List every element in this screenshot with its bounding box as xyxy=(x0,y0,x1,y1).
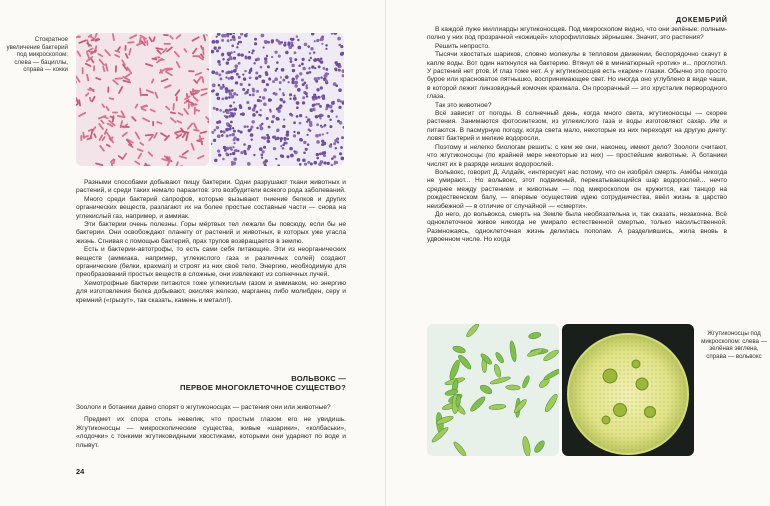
section-text xyxy=(76,404,346,450)
bacilli-photo xyxy=(76,33,209,166)
left-main-text xyxy=(76,179,346,305)
paragraph: Поэтому и нелегко биологам решить: с кем же они, наконец, имеют дело? Зоологи считают, что жгутиконосцы (по крайней мере некоторые из них) — простейшие животные. А ботаники числят их в разряде низших водорослей. xyxy=(427,143,727,168)
paragraph: Решить непросто. xyxy=(435,42,490,50)
paragraph: Много среди бактерий сапрофов, которые вызывают гниение белков и других органических веществ, разлагают их на более простые составные части — снова на углекислый газ, например, и аммиак. xyxy=(76,195,346,220)
right-page xyxy=(385,0,770,506)
flagellates-caption: Жгутиконосцы под микроскопом: слева — зелёная эвглена, справа — вольвокс xyxy=(701,330,767,360)
paragraph: Тысячи хвостатых шариков, словно молекулы в тепловом движении, беспорядочно скачут в капле воды. Вот один наткнулся на бактерию. Втянул её в миниатюрный «ротик» и... проглотил. У растений нет ртов. И глаз тоже нет. А у жгутиконосцев есть «карие» глазки. Обычно это просто бурое или красноватое пятнышко, воспринимающее свет. Но иногда оно углублено в виде чаши, в которой лежит линзовидный комочек крахмала. Он прозрачный — это хрусталик первородного глаза. xyxy=(427,51,727,101)
paragraph: Хемотрофные бактерии питаются тоже углекислым газом и аммиаком, но энергию для изготовления белка добывают, окисляя железо, марганец либо молибден, серу и кремний («грызут», так сказать, камень и металл!). xyxy=(76,279,346,304)
cocci-photo xyxy=(211,33,344,166)
paragraph: Вольвокс, говорит Д. Алдайк, «интересует нас потому, что он изобрёл смерть. Амёбы никогда не умирают... Но вольвокс, этот подвижный, перекатывающийся шар водорослей... нечто среднее между растением и животным — под микроскопом он кружится, как танцор на рождественском балу, — впервые осуществив идею сотрудничества, ввёл жизнь в царство неизбежной — в отличие от случайной — «смерти». xyxy=(427,168,727,210)
euglena-photo xyxy=(427,324,559,456)
paragraph: Есть и бактерии-автотрофы, то есть сами себя питающие. Эти из неорганических веществ (аммиака, например, углекислого газа и различных солей) создают органические (белки, крахмал) и строят из них своё тело. Энергию, необходимую для преобразований простых веществ в сложные, они извлекают из солнечных лучей. xyxy=(76,246,346,279)
section-title-line1: ВОЛЬВОКС — xyxy=(291,374,346,383)
paragraph: Разными способами добывают пищу бактерии. Одни разрушают ткани животных и растений, и среди таких немало паразитов: это возбудители всякого рода заболеваний. xyxy=(76,179,346,195)
paragraph: Эти бактерии очень полезны. Горы мёртвых тел лежали бы повсюду, если бы не бактерии. Они освобождают планету от растений и животных, в которых уже угасла жизнь. Сгнивая с помощью бактерий, прах трупов возвращается в землю. xyxy=(76,221,346,245)
bacteria-caption: Стократное увеличение бактерий под микроскопом: слева — бациллы, справа — кокки xyxy=(6,36,68,74)
paragraph: В каждой луже миллиарды жгутиконосцев. Под микроскопом видно, что они зелёные: полным-полно у них под прозрачной «кожицей» хлорофилловых зёрнышек. Значит, это растения? xyxy=(427,26,727,42)
paragraph: Зоологи и ботаники давно спорят о жгутиконосцах — растения они или животные? xyxy=(76,404,331,411)
right-main-text xyxy=(427,26,727,245)
paragraph: Предмет их спора столь невелик, что простым глазом его не увидишь. Жгутиконосцы — микроскопические существа, живые «шарики», «колбаськи», «лодочки» с тонкими жгутиковидными хвостиками, которыми они ударяют по воде и плывут. xyxy=(76,416,346,449)
section-title xyxy=(150,374,346,393)
paragraph: До него, до вольвокса, смерть на Земле была необязательна и, так сказать, незаконна. Всё одноклеточное живое никогда не умирало естественной смертью, только насильственной. Размножаясь, одноклеточная жизнь делилась пополам. А разделившись, жила вновь в удвоенном числе. Но когда xyxy=(427,210,727,244)
running-head: ДОКЕМБРИЙ xyxy=(676,15,728,24)
volvox-photo xyxy=(562,324,694,456)
paragraph: Так это животное? xyxy=(435,101,492,109)
section-title-line2: ПЕРВОЕ МНОГОКЛЕТОЧНОЕ СУЩЕСТВО? xyxy=(180,383,346,393)
page-number: 24 xyxy=(76,467,85,476)
paragraph: Всё зависит от погоды. В солнечный день, когда много света, жгутиконосцы — скорее растения. Занимаются фотосинтезом, из углекислого газа и воды изготовляют сахар. Им и питаются. В пасмурную погоду, когда света мало, некоторые из них переходят на другую диету: ловят бактерий и мелкие водоросли. xyxy=(427,110,727,143)
